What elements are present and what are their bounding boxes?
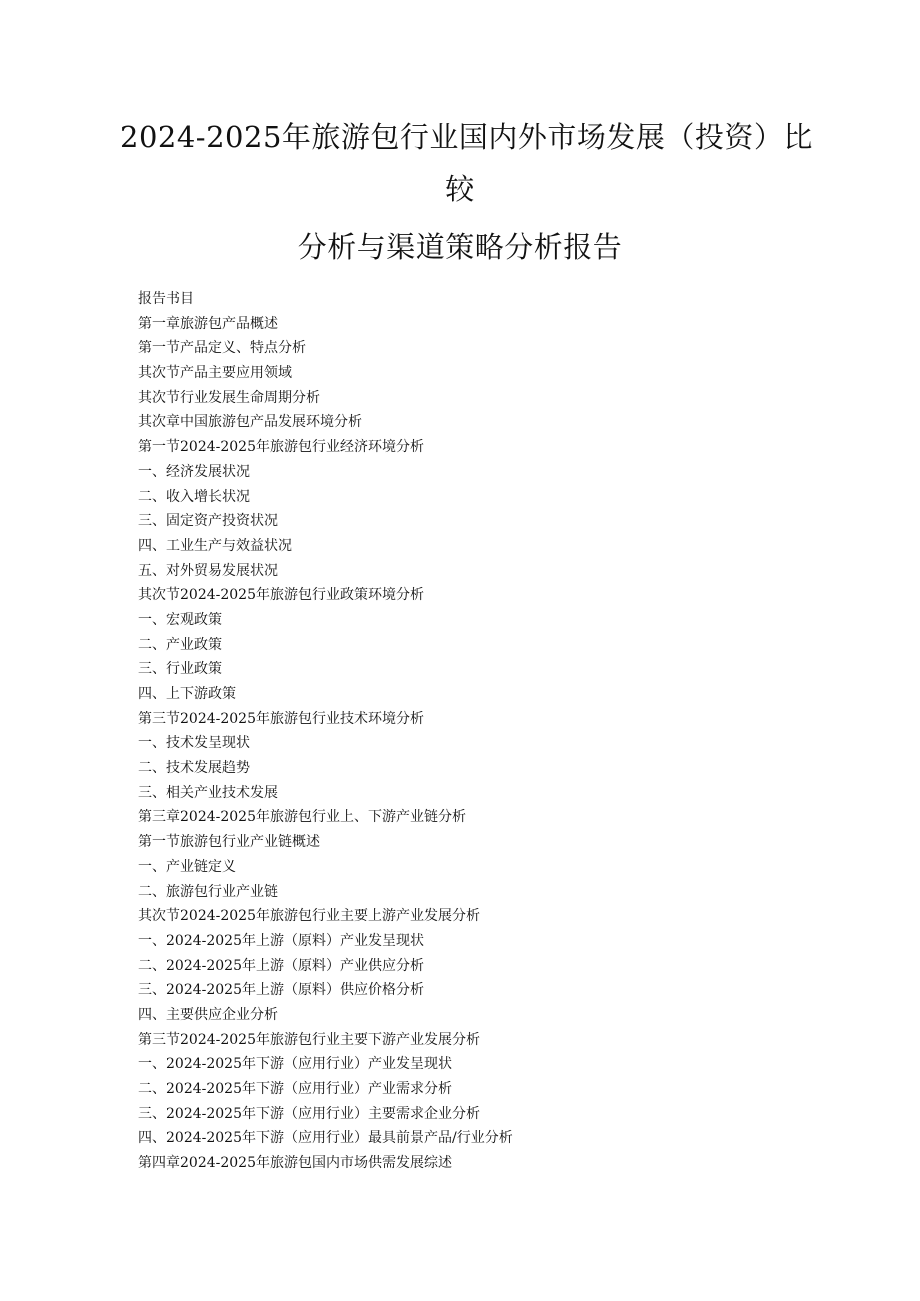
toc-entry: 二、2024-2025年上游（原料）产业供应分析 [138,957,424,974]
toc-entry: 一、2024-2025年下游（应用行业）产业发呈现状 [138,1056,452,1073]
toc-entry: 第一节2024-2025年旅游包行业经济环境分析 [138,439,424,456]
toc-entry: 四、上下游政策 [138,686,236,702]
toc-entry: 四、工业生产与效益状况 [138,537,292,554]
toc-entry: 其次节2024-2025年旅游包行业政策环境分析 [138,587,424,604]
toc-entry: 三、固定资产投资状况 [138,513,278,530]
report-title-line-3: 分析与渠道策略分析报告 [297,230,623,264]
toc-entry: 五、对外贸易发展状况 [138,562,278,579]
toc-entry: 第三章2024-2025年旅游包行业上、下游产业链分析 [138,809,466,826]
toc-entry: 第一章旅游包产品概述 [138,315,278,332]
toc-entry: 其次章中国旅游包产品发展环境分析 [138,414,362,431]
toc-entry: 二、2024-2025年下游（应用行业）产业需求分析 [138,1081,452,1097]
toc-entry: 其次节行业发展生命周期分析 [138,389,320,406]
toc-entry: 二、产业政策 [138,636,222,653]
toc-entry: 其次节2024-2025年旅游包行业主要上游产业发展分析 [138,908,480,925]
toc-entry: 一、2024-2025年上游（原料）产业发呈现状 [138,932,424,949]
toc-entry: 其次节产品主要应用领域 [138,365,292,382]
report-title [120,112,813,272]
toc-entry: 二、技术发展趋势 [138,760,250,777]
toc-entry: 三、相关产业技术发展 [138,784,278,801]
toc-entry: 一、产业链定义 [138,858,236,875]
toc-entry: 第三节2024-2025年旅游包行业主要下游产业发展分析 [138,1031,480,1048]
toc-entry: 三、2024-2025年上游（原料）供应价格分析 [138,982,424,999]
toc-entry: 第一节旅游包行业产业链概述 [138,834,320,851]
toc-heading: 报告书目 [138,291,194,307]
toc-entry: 第一节产品定义、特点分析 [138,340,306,357]
toc-entry: 二、收入增长状况 [138,488,250,505]
toc-entry: 三、2024-2025年下游（应用行业）主要需求企业分析 [138,1105,480,1122]
toc-entry: 一、宏观政策 [138,611,222,628]
toc-entry: 四、主要供应企业分析 [138,1006,278,1023]
toc-entry: 四、2024-2025年下游（应用行业）最具前景产品/行业分析 [138,1130,513,1147]
toc-entry: 二、旅游包行业产业链 [138,883,278,900]
toc-entry: 一、经济发展状况 [138,463,250,480]
toc-entry: 第四章2024-2025年旅游包国内市场供需发展综述 [138,1155,452,1172]
report-title-line-1: 2024-2025年旅游包行业国内外市场发展（投资）比 [120,120,813,154]
toc-entry: 三、行业政策 [138,661,222,678]
toc-entry: 一、技术发呈现状 [138,735,250,752]
table-of-contents [138,287,818,1176]
report-title-line-2: 较 [445,172,475,206]
toc-entry: 第三节2024-2025年旅游包行业技术环境分析 [138,710,424,727]
